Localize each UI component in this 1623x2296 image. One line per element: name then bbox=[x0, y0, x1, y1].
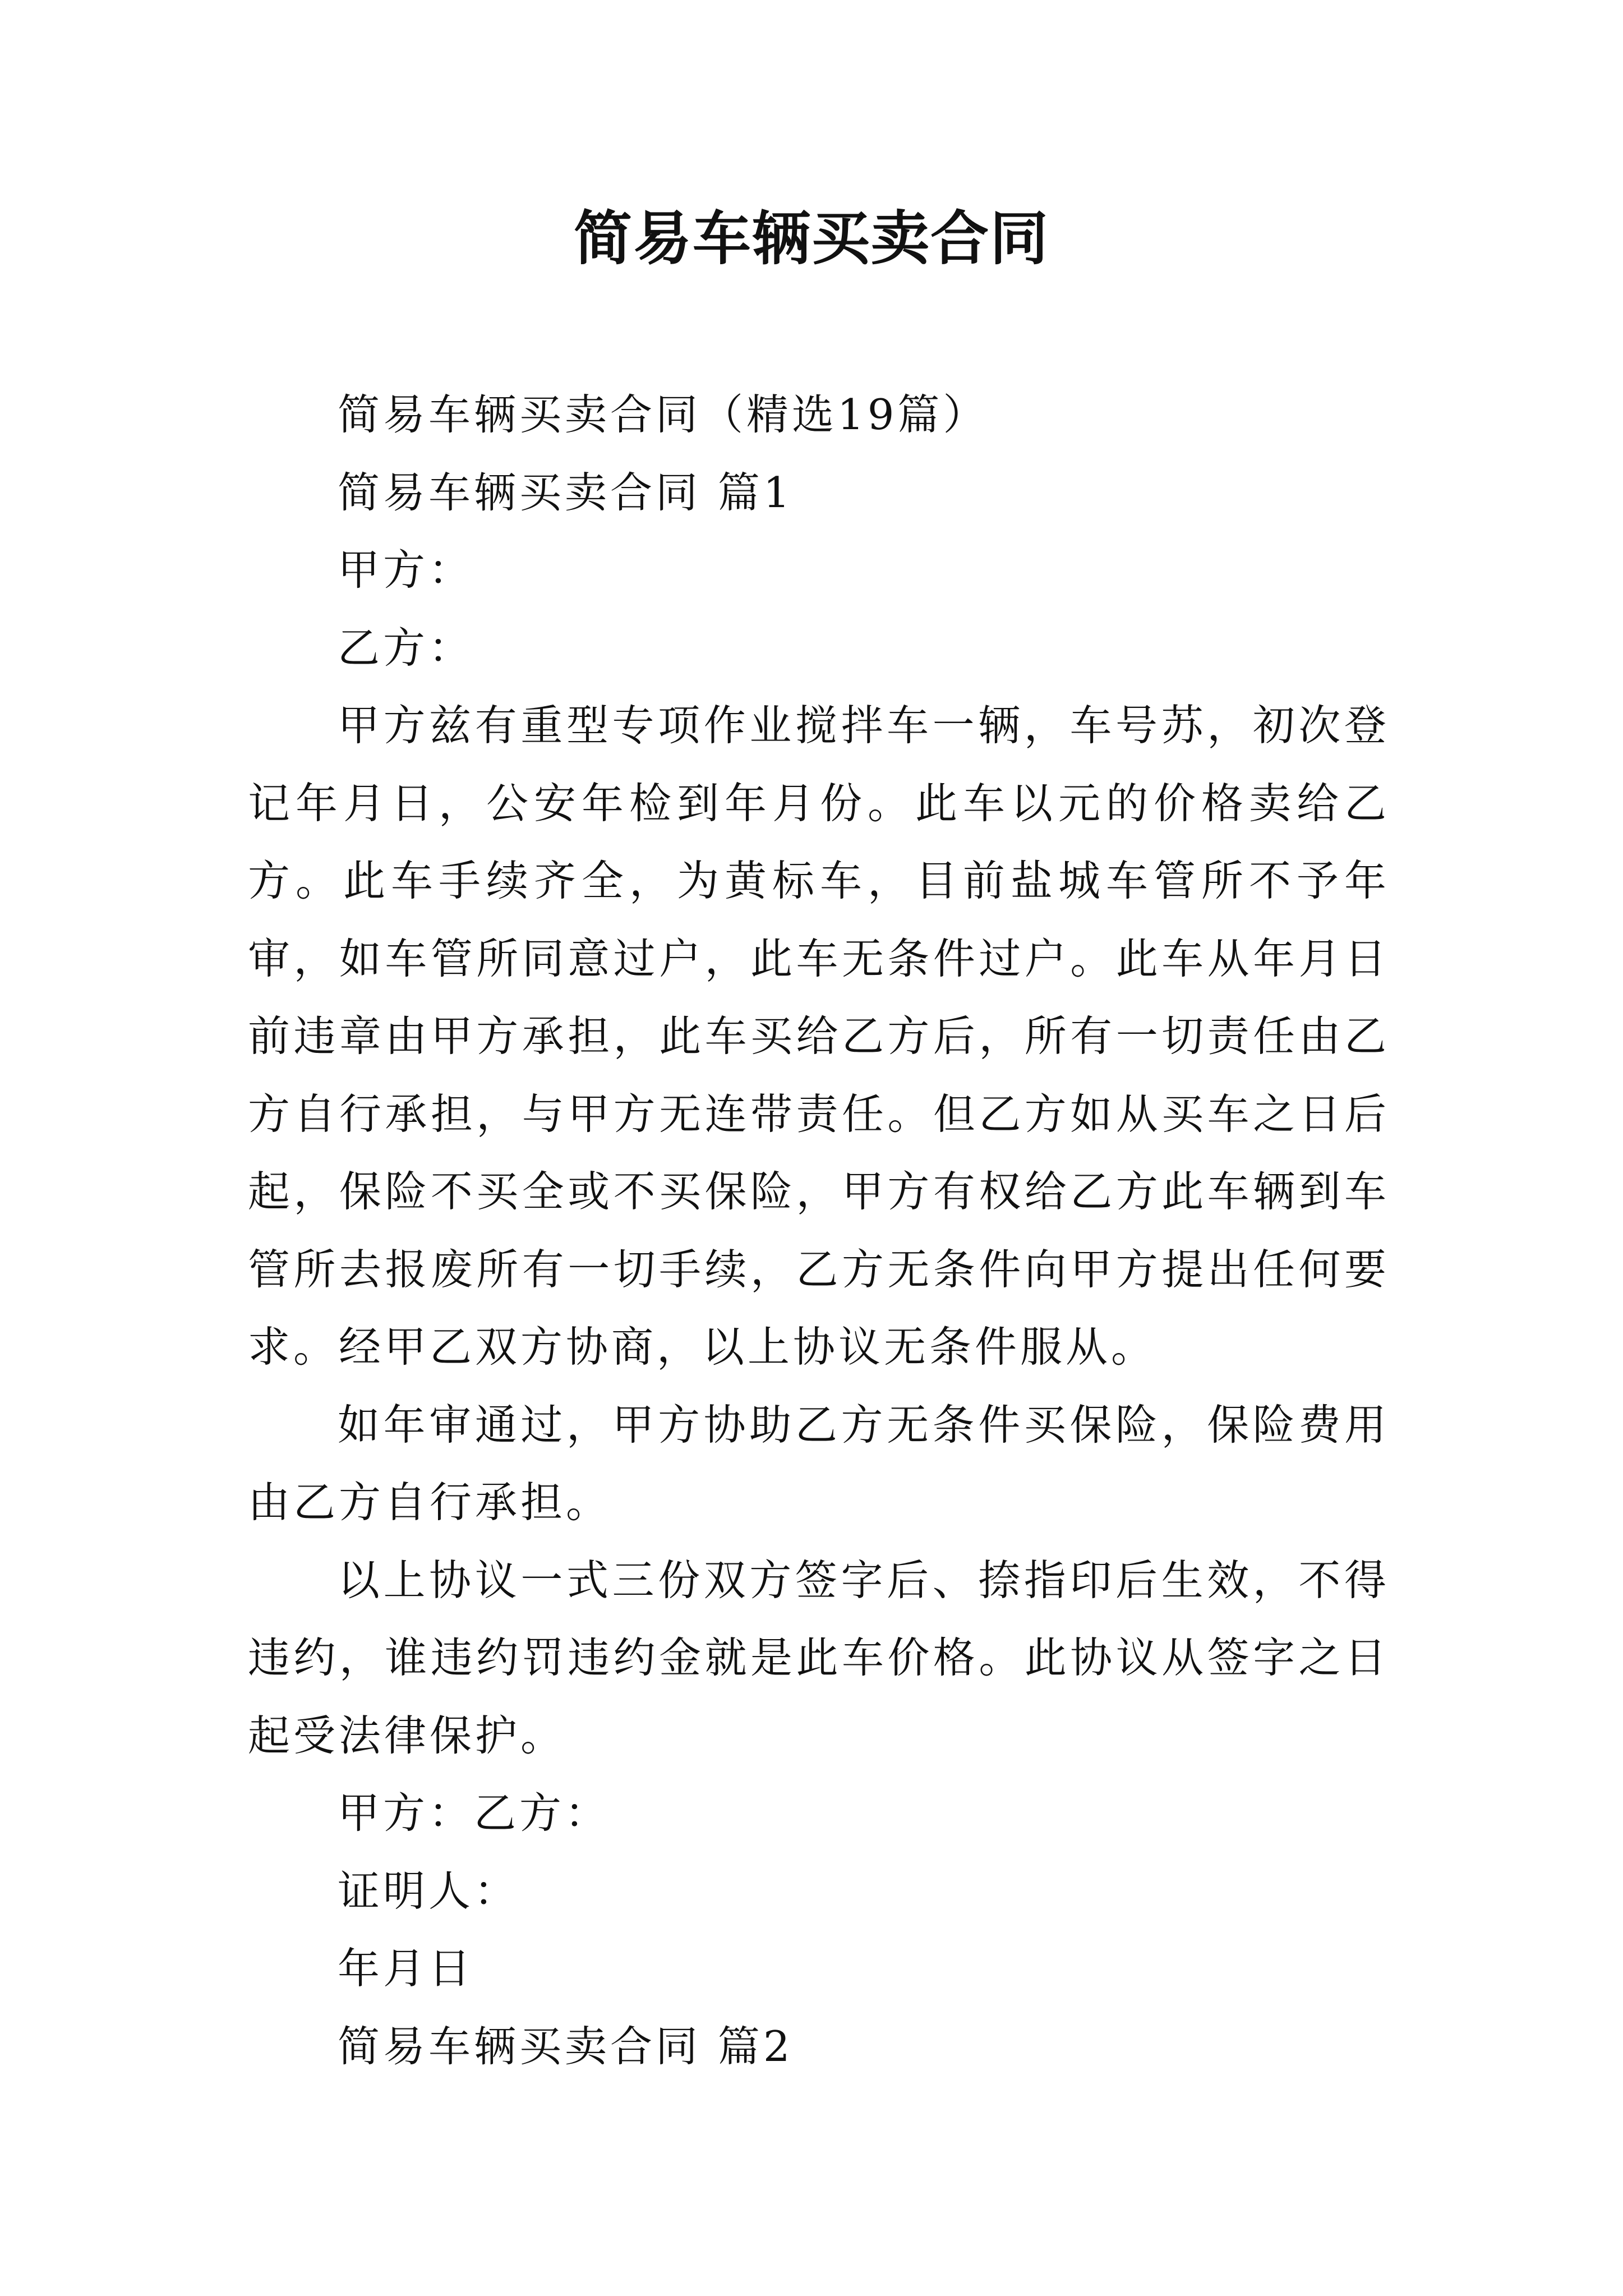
document-subtitle: 简易车辆买卖合同（精选19篇） bbox=[338, 390, 989, 439]
document-body bbox=[248, 376, 1390, 2085]
contract-paragraph: 甲方兹有重型专项作业搅拌车一辆，车号苏，初次登记年月日，公安年检到年月份。此车以元的价格卖给乙方。此车手续齐全，为黄标车，目前盐城车管所不予年审，如车管所同意过户，此车无条件过户。此车从年月日前违章由甲方承担，此车买给乙方后，所有一切责任由乙方自行承担，与甲方无连带责任。但乙方如从买车之日后起，保险不买全或不买保险，甲方有权给乙方此车辆到车管所去报废所有一切手续，乙方无条件向甲方提出任何要求。经甲乙双方协商，以上协议无条件服从。 bbox=[248, 701, 1390, 1372]
contract-paragraph: 如年审通过，甲方协助乙方无条件买保险，保险费用由乙方自行承担。 bbox=[248, 1400, 1390, 1527]
date-line: 年月日 bbox=[338, 1944, 474, 1993]
party-a-label: 甲方： bbox=[338, 545, 474, 595]
witness-label: 证明人： bbox=[338, 1866, 520, 1916]
section-heading-1: 简易车辆买卖合同 篇1 bbox=[338, 467, 794, 517]
party-b-label: 乙方： bbox=[338, 623, 474, 673]
signature-parties: 甲方：乙方： bbox=[338, 1788, 611, 1838]
section-heading-2: 简易车辆买卖合同 篇2 bbox=[338, 2021, 794, 2071]
document-title: 简易车辆买卖合同 bbox=[573, 204, 1049, 273]
contract-paragraph: 以上协议一式三份双方签字后、捺指印后生效，不得违约，谁违约罚违约金就是此车价格。此协议从签字之日起受法律保护。 bbox=[248, 1555, 1390, 1760]
